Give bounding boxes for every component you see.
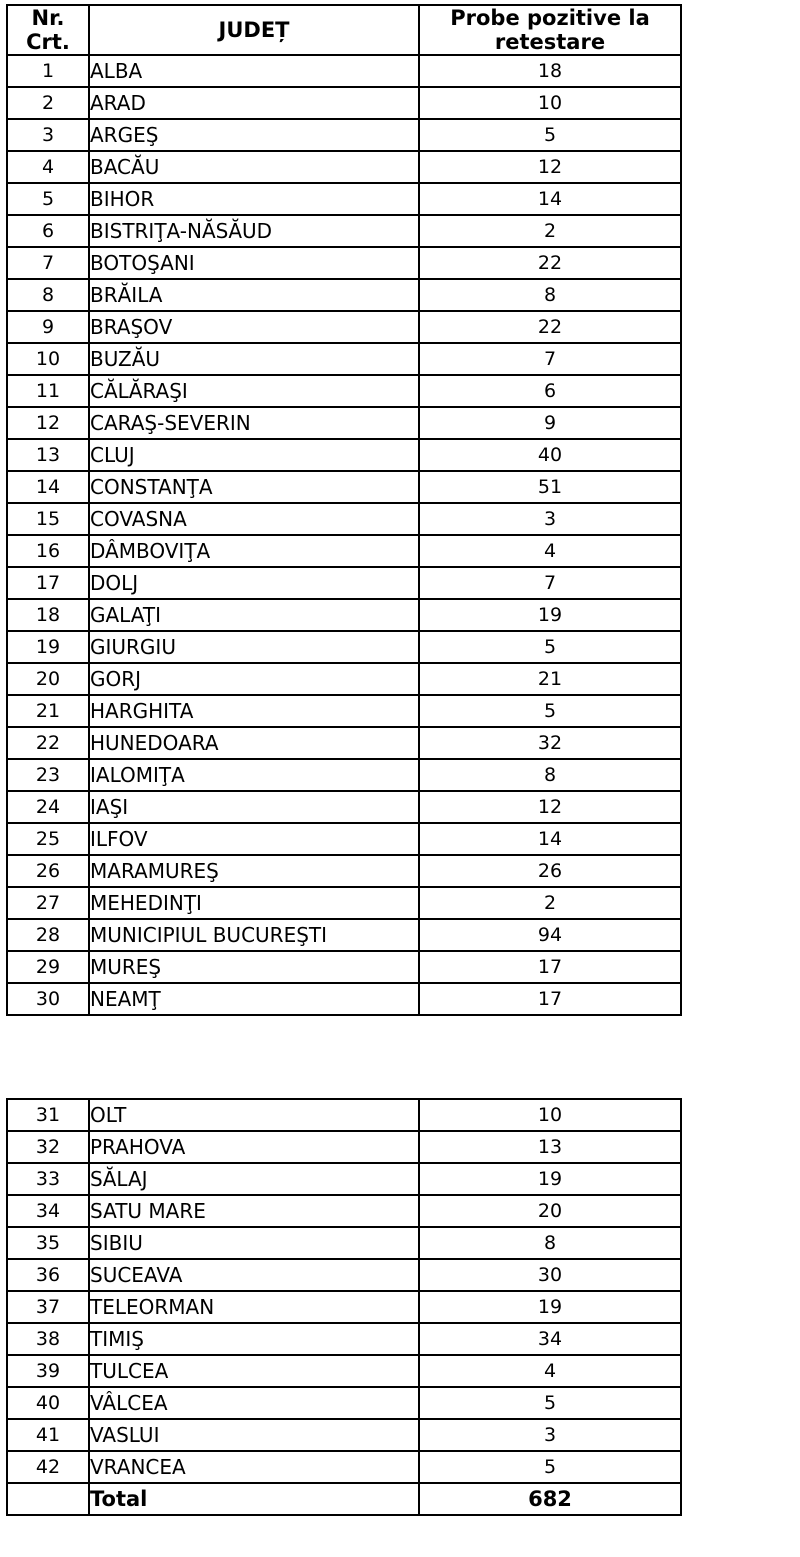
cell-value: 26 [419, 855, 681, 887]
cell-nr: 23 [7, 759, 89, 791]
cell-value: 51 [419, 471, 681, 503]
table-row [7, 1163, 681, 1195]
table-row [7, 151, 681, 183]
cell-value: 10 [419, 1099, 681, 1131]
table-row [7, 1131, 681, 1163]
cell-value: 94 [419, 919, 681, 951]
cell-judet: HUNEDOARA [89, 727, 419, 759]
cell-nr: 41 [7, 1419, 89, 1451]
cell-value: 13 [419, 1131, 681, 1163]
cell-nr: 6 [7, 215, 89, 247]
table-body-part-two [7, 1099, 681, 1515]
cell-judet: GORJ [89, 663, 419, 695]
cell-nr: 31 [7, 1099, 89, 1131]
table-header [7, 5, 681, 55]
table-row [7, 183, 681, 215]
cell-nr: 15 [7, 503, 89, 535]
cell-judet: SATU MARE [89, 1195, 419, 1227]
cell-value: 5 [419, 119, 681, 151]
table-row [7, 951, 681, 983]
cell-nr: 36 [7, 1259, 89, 1291]
table-row [7, 407, 681, 439]
cell-value: 12 [419, 151, 681, 183]
cell-judet: CONSTANŢA [89, 471, 419, 503]
column-header-value [419, 5, 681, 55]
table-row [7, 375, 681, 407]
cell-nr: 5 [7, 183, 89, 215]
cell-value: 8 [419, 279, 681, 311]
table-row [7, 343, 681, 375]
cell-judet: VASLUI [89, 1419, 419, 1451]
cell-value: 17 [419, 983, 681, 1015]
cell-nr: 34 [7, 1195, 89, 1227]
table-row [7, 855, 681, 887]
cell-value: 19 [419, 1163, 681, 1195]
table-row [7, 599, 681, 631]
cell-judet: SIBIU [89, 1227, 419, 1259]
table-row [7, 87, 681, 119]
column-header-value-line2: retestare [494, 30, 606, 55]
table-row [7, 727, 681, 759]
table-row [7, 1195, 681, 1227]
table-row [7, 1355, 681, 1387]
cell-value: 19 [419, 1291, 681, 1323]
cell-judet: CLUJ [89, 439, 419, 471]
table-row [7, 631, 681, 663]
table-row [7, 1291, 681, 1323]
cell-nr: 2 [7, 87, 89, 119]
cell-judet: IALOMIŢA [89, 759, 419, 791]
cell-nr: 18 [7, 599, 89, 631]
cell-nr: 1 [7, 55, 89, 87]
cell-value: 2 [419, 215, 681, 247]
cell-nr: 22 [7, 727, 89, 759]
cell-judet: CĂLĂRAŞI [89, 375, 419, 407]
cell-nr: 37 [7, 1291, 89, 1323]
table-row [7, 535, 681, 567]
counties-table-part-one [6, 4, 682, 1016]
table-header-row [7, 5, 681, 55]
cell-nr: 42 [7, 1451, 89, 1483]
cell-value: 18 [419, 55, 681, 87]
cell-value: 32 [419, 727, 681, 759]
cell-judet: DOLJ [89, 567, 419, 599]
cell-value: 5 [419, 695, 681, 727]
cell-nr: 8 [7, 279, 89, 311]
cell-nr: 19 [7, 631, 89, 663]
table-row [7, 1227, 681, 1259]
cell-judet: TELEORMAN [89, 1291, 419, 1323]
cell-judet: CARAŞ-SEVERIN [89, 407, 419, 439]
cell-nr: 12 [7, 407, 89, 439]
column-header-nr-line1: Nr. [31, 6, 65, 30]
cell-judet: SĂLAJ [89, 1163, 419, 1195]
cell-nr: 17 [7, 567, 89, 599]
cell-judet: VÂLCEA [89, 1387, 419, 1419]
table-row [7, 1323, 681, 1355]
cell-nr: 33 [7, 1163, 89, 1195]
cell-judet: TULCEA [89, 1355, 419, 1387]
table-row [7, 759, 681, 791]
cell-value: 34 [419, 1323, 681, 1355]
cell-value: 6 [419, 375, 681, 407]
cell-judet: SUCEAVA [89, 1259, 419, 1291]
cell-value: 5 [419, 1451, 681, 1483]
cell-value: 8 [419, 759, 681, 791]
table-row [7, 887, 681, 919]
table-row [7, 247, 681, 279]
table-total-row [7, 1483, 681, 1515]
table-row [7, 663, 681, 695]
cell-nr: 4 [7, 151, 89, 183]
table-row [7, 791, 681, 823]
cell-judet: ARAD [89, 87, 419, 119]
cell-judet: ARGEŞ [89, 119, 419, 151]
cell-nr: 16 [7, 535, 89, 567]
cell-value: 19 [419, 599, 681, 631]
counties-table-part-two [6, 1098, 682, 1516]
cell-nr: 10 [7, 343, 89, 375]
table-row [7, 1259, 681, 1291]
table-body-part-one [7, 55, 681, 1015]
cell-value: 5 [419, 1387, 681, 1419]
cell-judet: BISTRIŢA-NĂSĂUD [89, 215, 419, 247]
cell-value: 20 [419, 1195, 681, 1227]
table-row [7, 279, 681, 311]
column-header-nr-line2: Crt. [26, 30, 70, 55]
cell-value: 3 [419, 1419, 681, 1451]
cell-value: 7 [419, 343, 681, 375]
cell-value: 9 [419, 407, 681, 439]
table-row [7, 215, 681, 247]
cell-judet: GIURGIU [89, 631, 419, 663]
cell-value: 3 [419, 503, 681, 535]
cell-nr: 14 [7, 471, 89, 503]
cell-value: 7 [419, 567, 681, 599]
cell-nr: 30 [7, 983, 89, 1015]
table-row [7, 983, 681, 1015]
cell-judet: MARAMUREŞ [89, 855, 419, 887]
cell-judet: MEHEDINŢI [89, 887, 419, 919]
cell-nr: 21 [7, 695, 89, 727]
cell-value: 5 [419, 631, 681, 663]
cell-nr: 13 [7, 439, 89, 471]
cell-judet: COVASNA [89, 503, 419, 535]
cell-nr: 26 [7, 855, 89, 887]
cell-value: 22 [419, 247, 681, 279]
column-header-value-line1: Probe pozitive la [450, 6, 650, 30]
cell-value: 12 [419, 791, 681, 823]
table-row [7, 1451, 681, 1483]
cell-nr: 20 [7, 663, 89, 695]
table-row [7, 503, 681, 535]
cell-nr: 25 [7, 823, 89, 855]
cell-judet: ALBA [89, 55, 419, 87]
cell-judet: IAŞI [89, 791, 419, 823]
cell-judet: VRANCEA [89, 1451, 419, 1483]
cell-judet: BUZĂU [89, 343, 419, 375]
cell-nr: 7 [7, 247, 89, 279]
table-row [7, 1387, 681, 1419]
cell-judet: BIHOR [89, 183, 419, 215]
cell-nr: 27 [7, 887, 89, 919]
cell-judet: OLT [89, 1099, 419, 1131]
cell-value: 17 [419, 951, 681, 983]
cell-nr: 29 [7, 951, 89, 983]
table-row [7, 567, 681, 599]
table-row [7, 695, 681, 727]
cell-total-label: Total [89, 1483, 419, 1515]
cell-value: 22 [419, 311, 681, 343]
table-row [7, 1099, 681, 1131]
cell-judet: BRĂILA [89, 279, 419, 311]
cell-judet: TIMIŞ [89, 1323, 419, 1355]
cell-value: 14 [419, 183, 681, 215]
table-row [7, 919, 681, 951]
cell-value: 4 [419, 1355, 681, 1387]
cell-value: 10 [419, 87, 681, 119]
cell-nr: 38 [7, 1323, 89, 1355]
cell-judet: ILFOV [89, 823, 419, 855]
cell-nr [7, 1483, 89, 1515]
cell-nr: 3 [7, 119, 89, 151]
cell-value: 8 [419, 1227, 681, 1259]
column-header-judet: JUDEȚ [89, 5, 419, 55]
cell-judet: NEAMŢ [89, 983, 419, 1015]
cell-judet: BOTOŞANI [89, 247, 419, 279]
cell-nr: 9 [7, 311, 89, 343]
cell-judet: BACĂU [89, 151, 419, 183]
cell-judet: BRAŞOV [89, 311, 419, 343]
cell-value: 21 [419, 663, 681, 695]
cell-nr: 24 [7, 791, 89, 823]
cell-value: 40 [419, 439, 681, 471]
cell-value: 30 [419, 1259, 681, 1291]
cell-value: 2 [419, 887, 681, 919]
cell-nr: 11 [7, 375, 89, 407]
cell-judet: MUREŞ [89, 951, 419, 983]
cell-nr: 35 [7, 1227, 89, 1259]
cell-judet: MUNICIPIUL BUCUREŞTI [89, 919, 419, 951]
cell-total-value: 682 [419, 1483, 681, 1515]
table-row [7, 1419, 681, 1451]
cell-nr: 28 [7, 919, 89, 951]
cell-judet: HARGHITA [89, 695, 419, 727]
cell-judet: PRAHOVA [89, 1131, 419, 1163]
column-header-nr [7, 5, 89, 55]
cell-nr: 32 [7, 1131, 89, 1163]
table-row [7, 823, 681, 855]
table-row [7, 55, 681, 87]
cell-nr: 39 [7, 1355, 89, 1387]
cell-value: 14 [419, 823, 681, 855]
table-row [7, 311, 681, 343]
cell-judet: DÂMBOVIŢA [89, 535, 419, 567]
cell-value: 4 [419, 535, 681, 567]
table-row [7, 471, 681, 503]
table-row [7, 439, 681, 471]
cell-nr: 40 [7, 1387, 89, 1419]
table-row [7, 119, 681, 151]
cell-judet: GALAŢI [89, 599, 419, 631]
